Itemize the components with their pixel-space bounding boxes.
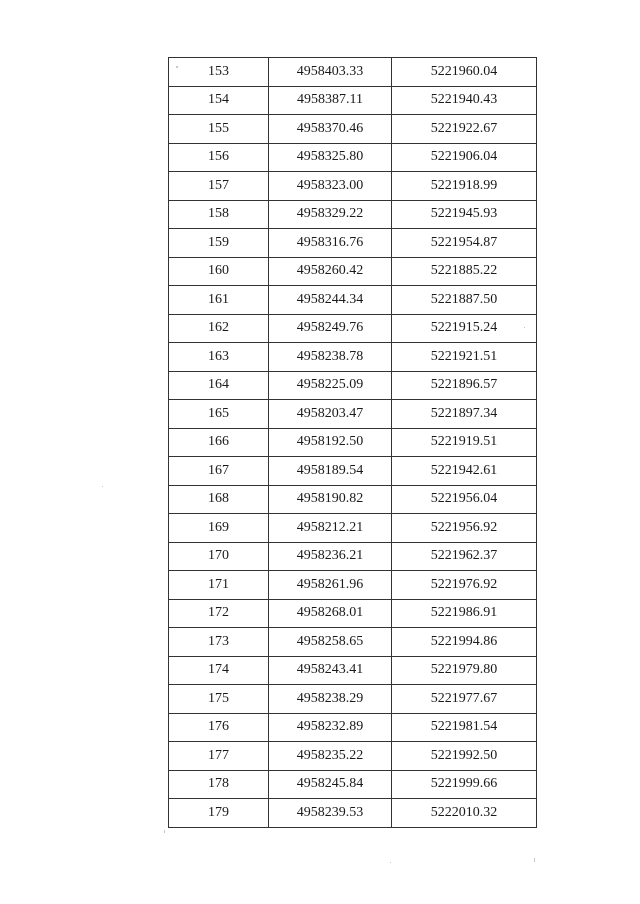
table-row (169, 542, 537, 571)
point-number-cell: 157 (169, 172, 269, 201)
point-number-cell: 167 (169, 457, 269, 486)
table-row (169, 58, 537, 87)
x-coordinate-cell: 4958387.11 (269, 86, 392, 115)
point-number-cell: 174 (169, 656, 269, 685)
x-coordinate-cell: 4958316.76 (269, 229, 392, 258)
y-coordinate-cell: 5221960.04 (392, 58, 537, 87)
y-coordinate-cell: 5221981.54 (392, 713, 537, 742)
y-coordinate-cell: 5221954.87 (392, 229, 537, 258)
point-number-cell: 166 (169, 428, 269, 457)
point-number-cell: 178 (169, 770, 269, 799)
point-number-cell: 163 (169, 343, 269, 372)
scan-speck (524, 327, 525, 328)
x-coordinate-cell: 4958260.42 (269, 257, 392, 286)
y-coordinate-cell: 5221896.57 (392, 371, 537, 400)
y-coordinate-cell: 5221921.51 (392, 343, 537, 372)
x-coordinate-cell: 4958268.01 (269, 599, 392, 628)
x-coordinate-cell: 4958189.54 (269, 457, 392, 486)
x-coordinate-cell: 4958236.21 (269, 542, 392, 571)
y-coordinate-cell: 5221942.61 (392, 457, 537, 486)
point-number-cell: 154 (169, 86, 269, 115)
point-number-cell: 156 (169, 143, 269, 172)
table-row (169, 571, 537, 600)
table-row (169, 628, 537, 657)
point-number-cell: 164 (169, 371, 269, 400)
point-number-cell: 162 (169, 314, 269, 343)
x-coordinate-cell: 4958245.84 (269, 770, 392, 799)
y-coordinate-cell: 5221940.43 (392, 86, 537, 115)
point-number-cell: 153 (169, 58, 269, 87)
x-coordinate-cell: 4958244.34 (269, 286, 392, 315)
table-row (169, 257, 537, 286)
table-row (169, 428, 537, 457)
x-coordinate-cell: 4958232.89 (269, 713, 392, 742)
table-row (169, 371, 537, 400)
y-coordinate-cell: 5221918.99 (392, 172, 537, 201)
point-number-cell: 155 (169, 115, 269, 144)
scan-speck (390, 862, 391, 863)
point-number-cell: 159 (169, 229, 269, 258)
table-row (169, 343, 537, 372)
x-coordinate-cell: 4958235.22 (269, 742, 392, 771)
x-coordinate-cell: 4958192.50 (269, 428, 392, 457)
table-row (169, 200, 537, 229)
table-row (169, 799, 537, 828)
table-row (169, 599, 537, 628)
point-number-cell: 161 (169, 286, 269, 315)
y-coordinate-cell: 5221979.80 (392, 656, 537, 685)
x-coordinate-cell: 4958325.80 (269, 143, 392, 172)
x-coordinate-cell: 4958212.21 (269, 514, 392, 543)
table-row (169, 742, 537, 771)
y-coordinate-cell: 5221922.67 (392, 115, 537, 144)
table-row (169, 400, 537, 429)
y-coordinate-cell: 5221962.37 (392, 542, 537, 571)
y-coordinate-cell: 5221994.86 (392, 628, 537, 657)
x-coordinate-cell: 4958370.46 (269, 115, 392, 144)
point-number-cell: 173 (169, 628, 269, 657)
y-coordinate-cell: 5221919.51 (392, 428, 537, 457)
y-coordinate-cell: 5221977.67 (392, 685, 537, 714)
table-row (169, 713, 537, 742)
x-coordinate-cell: 4958225.09 (269, 371, 392, 400)
table-row (169, 485, 537, 514)
y-coordinate-cell: 5221956.92 (392, 514, 537, 543)
table-row (169, 314, 537, 343)
x-coordinate-cell: 4958249.76 (269, 314, 392, 343)
scan-speck (164, 830, 165, 833)
x-coordinate-cell: 4958261.96 (269, 571, 392, 600)
point-number-cell: 165 (169, 400, 269, 429)
y-coordinate-cell: 5221976.92 (392, 571, 537, 600)
y-coordinate-cell: 5221906.04 (392, 143, 537, 172)
x-coordinate-cell: 4958403.33 (269, 58, 392, 87)
y-coordinate-cell: 5221992.50 (392, 742, 537, 771)
point-number-cell: 160 (169, 257, 269, 286)
x-coordinate-cell: 4958243.41 (269, 656, 392, 685)
point-number-cell: 172 (169, 599, 269, 628)
y-coordinate-cell: 5222010.32 (392, 799, 537, 828)
point-number-cell: 171 (169, 571, 269, 600)
table-row (169, 143, 537, 172)
table-row (169, 457, 537, 486)
table-row (169, 86, 537, 115)
x-coordinate-cell: 4958323.00 (269, 172, 392, 201)
coordinates-table (168, 57, 537, 828)
point-number-cell: 168 (169, 485, 269, 514)
x-coordinate-cell: 4958203.47 (269, 400, 392, 429)
table-row (169, 172, 537, 201)
table-row (169, 286, 537, 315)
y-coordinate-cell: 5221986.91 (392, 599, 537, 628)
y-coordinate-cell: 5221999.66 (392, 770, 537, 799)
table-row (169, 770, 537, 799)
y-coordinate-cell: 5221887.50 (392, 286, 537, 315)
scan-speck (176, 66, 178, 68)
point-number-cell: 170 (169, 542, 269, 571)
table-row (169, 685, 537, 714)
table-row (169, 115, 537, 144)
y-coordinate-cell: 5221885.22 (392, 257, 537, 286)
point-number-cell: 177 (169, 742, 269, 771)
point-number-cell: 179 (169, 799, 269, 828)
point-number-cell: 175 (169, 685, 269, 714)
point-number-cell: 176 (169, 713, 269, 742)
x-coordinate-cell: 4958238.78 (269, 343, 392, 372)
table-row (169, 514, 537, 543)
point-number-cell: 158 (169, 200, 269, 229)
table-row (169, 656, 537, 685)
table-row (169, 229, 537, 258)
y-coordinate-cell: 5221945.93 (392, 200, 537, 229)
x-coordinate-cell: 4958239.53 (269, 799, 392, 828)
scan-speck (534, 858, 535, 862)
x-coordinate-cell: 4958329.22 (269, 200, 392, 229)
coordinates-table-body (169, 58, 537, 828)
point-number-cell: 169 (169, 514, 269, 543)
y-coordinate-cell: 5221956.04 (392, 485, 537, 514)
x-coordinate-cell: 4958190.82 (269, 485, 392, 514)
scan-speck (102, 486, 103, 487)
x-coordinate-cell: 4958258.65 (269, 628, 392, 657)
y-coordinate-cell: 5221897.34 (392, 400, 537, 429)
x-coordinate-cell: 4958238.29 (269, 685, 392, 714)
y-coordinate-cell: 5221915.24 (392, 314, 537, 343)
